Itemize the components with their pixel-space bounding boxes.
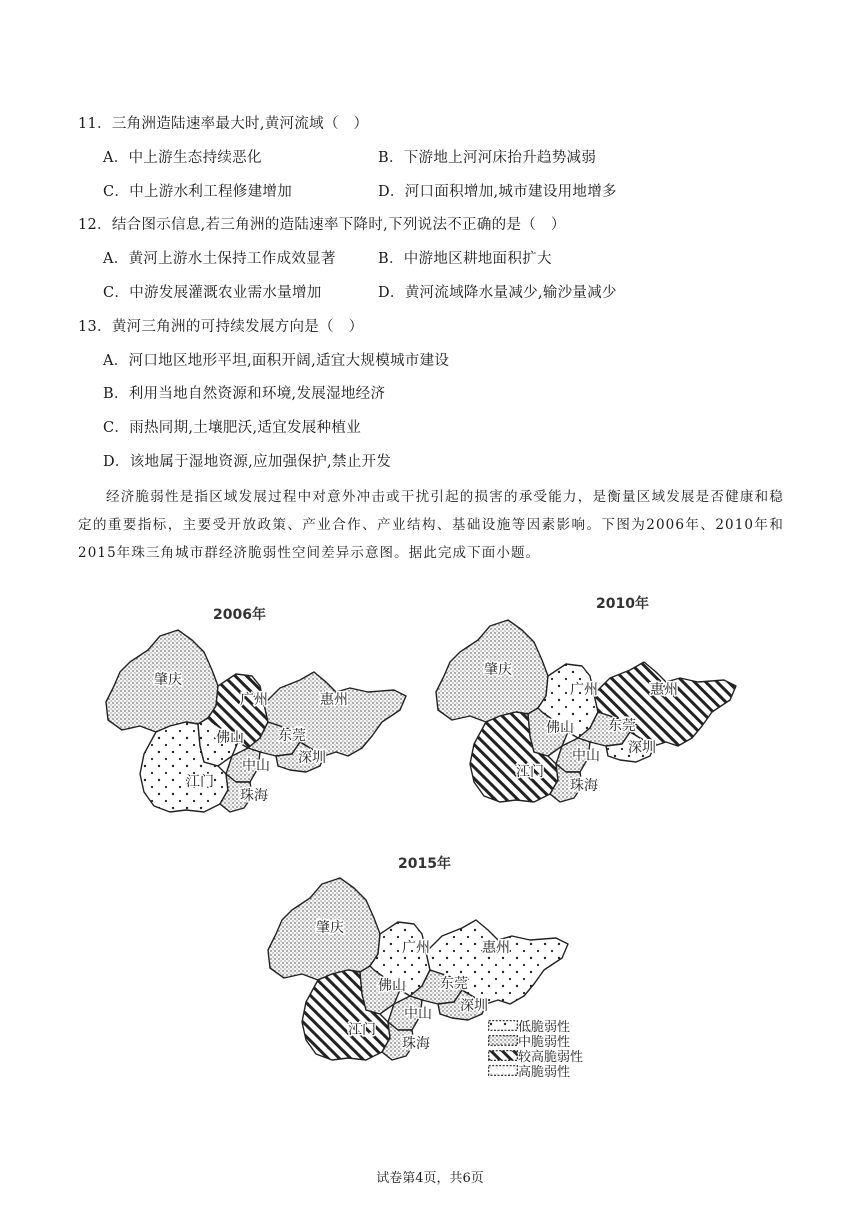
region-label-zhaoqing: 肇庆 xyxy=(154,672,182,688)
region-label-shenzhen: 深圳 xyxy=(460,998,488,1014)
region-label-foshan: 佛山 xyxy=(546,720,574,736)
region-label-jiangmen: 江门 xyxy=(516,764,544,780)
map-title-2006: 2006年 xyxy=(213,607,266,623)
region-label-shenzhen: 深圳 xyxy=(298,750,326,766)
region-label-foshan: 佛山 xyxy=(378,978,406,994)
region-label-guangzhou: 广州 xyxy=(570,682,598,698)
question-12-option-b[interactable]: B．中游地区耕地面积扩大 xyxy=(378,251,552,267)
legend-item-high xyxy=(488,1063,583,1078)
region-label-dongguan: 东莞 xyxy=(278,728,306,744)
region-label-zhongshan: 中山 xyxy=(242,758,270,774)
question-11-option-c[interactable]: C．中上游水利工程修建增加 xyxy=(103,184,292,200)
question-13-stem: 13．黄河三角洲的可持续发展方向是（ ） xyxy=(78,319,364,335)
region-label-zhongshan: 中山 xyxy=(572,748,600,764)
map-title-2015: 2015年 xyxy=(398,856,451,872)
legend-swatch-high xyxy=(488,1065,518,1076)
legend-swatch-relatively-high xyxy=(488,1050,518,1061)
page-footer: 试卷第4页，共6页 xyxy=(376,1171,484,1186)
region-label-shenzhen: 深圳 xyxy=(628,740,656,756)
question-12-option-c[interactable]: C．中游发展灌溉农业需水量增加 xyxy=(103,285,322,301)
question-13-option-d[interactable]: D．该地属于湿地资源,应加强保护,禁止开发 xyxy=(103,454,392,470)
legend-swatch-medium xyxy=(488,1035,518,1046)
region-label-foshan: 佛山 xyxy=(216,730,244,746)
legend-label-high: 高脆弱性 xyxy=(518,1065,571,1080)
question-13-option-a[interactable]: A．河口地区地形平坦,面积开阔,适宜大规模城市建设 xyxy=(103,353,450,369)
region-label-dongguan: 东莞 xyxy=(608,718,636,734)
map-legend xyxy=(488,1018,583,1078)
legend-label-relatively-high: 较高脆弱性 xyxy=(518,1050,584,1065)
region-label-zhuhai: 珠海 xyxy=(240,788,268,804)
region-label-guangzhou: 广州 xyxy=(402,940,430,956)
region-label-jiangmen: 江门 xyxy=(186,774,214,790)
question-11-option-a[interactable]: A．中上游生态持续恶化 xyxy=(103,150,262,166)
vulnerability-map-2006 xyxy=(100,622,420,822)
question-12-option-d[interactable]: D．黄河流域降水量减少,输沙量减少 xyxy=(378,285,617,301)
question-11-option-b[interactable]: B．下游地上河河床抬升趋势减弱 xyxy=(378,150,597,166)
question-12-stem: 12．结合图示信息,若三角洲的造陆速率下降时,下列说法不正确的是（ ） xyxy=(78,217,566,233)
region-label-huizhou: 惠州 xyxy=(320,692,348,708)
question-13-option-b[interactable]: B．利用当地自然资源和环境,发展湿地经济 xyxy=(103,386,386,402)
question-13-option-c[interactable]: C．雨热同期,土壤肥沃,适宜发展种植业 xyxy=(103,420,362,436)
legend-label-medium: 中脆弱性 xyxy=(518,1035,571,1050)
region-label-dongguan: 东莞 xyxy=(440,976,468,992)
question-11-stem: 11．三角洲造陆速率最大时,黄河流域（ ） xyxy=(78,116,369,132)
region-label-huizhou: 惠州 xyxy=(482,940,510,956)
region-label-zhaoqing: 肇庆 xyxy=(484,662,512,678)
question-12-option-a[interactable]: A．黄河上游水土保持工作成效显著 xyxy=(103,251,336,267)
vulnerability-map-2010 xyxy=(430,612,750,812)
map-title-2010: 2010年 xyxy=(596,596,649,612)
passage-text: 经济脆弱性是指区域发展过程中对意外冲击或干扰引起的损害的承受能力，是衡量区域发展是否健康和稳定的重要指标，主要受开放政策、产业合作、产业结构、基础设施等因素影响。下图为2006年、2010年和2015年珠三角城市群经济脆弱性空间差异示意图。据此完成下面小题。 xyxy=(78,489,784,561)
region-label-zhaoqing: 肇庆 xyxy=(316,920,344,936)
region-label-zhuhai: 珠海 xyxy=(402,1036,430,1052)
region-label-zhuhai: 珠海 xyxy=(570,778,598,794)
region-label-jiangmen: 江门 xyxy=(348,1022,376,1038)
legend-label-low: 低脆弱性 xyxy=(518,1020,571,1035)
legend-swatch-low xyxy=(488,1020,518,1031)
region-label-guangzhou: 广州 xyxy=(240,692,268,708)
region-label-zhongshan: 中山 xyxy=(404,1006,432,1022)
question-11-option-d[interactable]: D．河口面积增加,城市建设用地增多 xyxy=(378,184,617,200)
region-label-huizhou: 惠州 xyxy=(650,682,678,698)
